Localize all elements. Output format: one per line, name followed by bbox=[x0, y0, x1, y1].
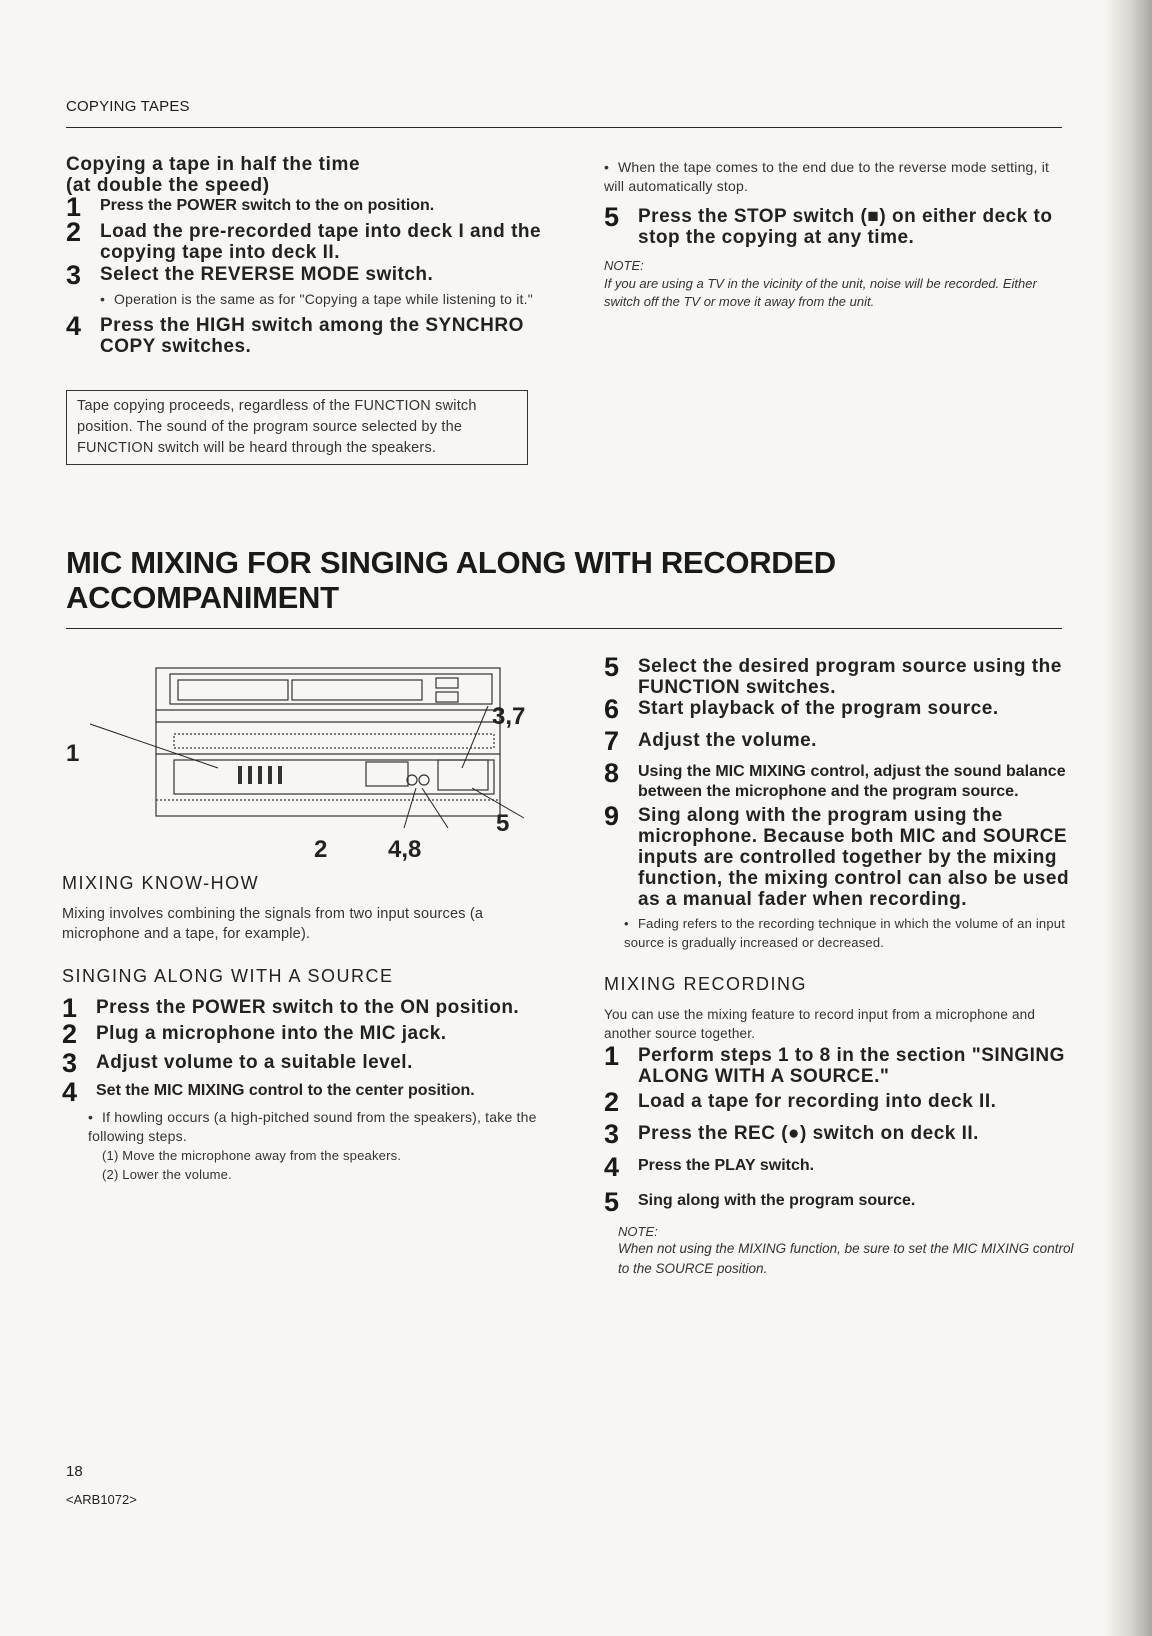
recording-heading: MIXING RECORDING bbox=[604, 974, 808, 994]
copy-left-column bbox=[66, 154, 544, 357]
fading-bullet: • Fading refers to the recording technique in which the volume of an input source is gradually increased or decreased. bbox=[624, 916, 1066, 950]
step-text: Load the pre-recorded tape into deck I and the copying tape into deck II. bbox=[100, 221, 542, 263]
document-code: <ARB1072> bbox=[66, 1492, 137, 1507]
step-text: Press the STOP switch (■) on either deck to stop the copying at any time. bbox=[638, 206, 1053, 248]
mic-step-5 bbox=[604, 652, 1082, 698]
section-header: COPYING TAPES bbox=[66, 98, 190, 115]
step-text: Start playback of the program source. bbox=[638, 698, 999, 719]
recording-step-3 bbox=[604, 1119, 1082, 1149]
title-rule bbox=[66, 628, 1062, 629]
singing-step-3 bbox=[62, 1048, 542, 1078]
step-number: 7 bbox=[604, 726, 620, 756]
step-text: Press the POWER switch to the ON position. bbox=[96, 997, 520, 1018]
step-number: 6 bbox=[604, 694, 620, 724]
step-number: 8 bbox=[604, 758, 620, 788]
step-text: Press the REC (●) switch on deck II. bbox=[638, 1123, 979, 1144]
reverse-stop-bullet: • When the tape comes to the end due to the reverse mode setting, it will automatically stop. bbox=[604, 159, 1050, 194]
mic-step-8 bbox=[604, 758, 1082, 802]
copy-step-5 bbox=[604, 202, 1074, 248]
mic-note-label: NOTE: bbox=[618, 1224, 658, 1239]
singing-step-2 bbox=[62, 1019, 542, 1049]
page-number: 18 bbox=[66, 1463, 83, 1480]
step-text: Select the desired program source using the FUNCTION switches. bbox=[638, 656, 1062, 698]
recording-step-4 bbox=[604, 1152, 1082, 1182]
step-number: 3 bbox=[66, 260, 82, 290]
step-number: 1 bbox=[604, 1041, 620, 1071]
copy-note-label: NOTE: bbox=[604, 258, 644, 273]
mic-mixing-title: MIC MIXING FOR SINGING ALONG WITH RECORDED ACCOMPANIMENT bbox=[66, 545, 836, 615]
mic-right-column bbox=[604, 652, 1082, 1279]
step-number: 2 bbox=[66, 217, 82, 247]
recording-text: You can use the mixing feature to record input from a microphone and another source together. bbox=[604, 1007, 1036, 1041]
copy-step-4 bbox=[66, 311, 544, 357]
copy-info-box: Tape copying proceeds, regardless of the FUNCTION switch position. The sound of the program source selected by the FUNCTION switch will be heard through the speakers. bbox=[66, 390, 528, 465]
step-text: Select the REVERSE MODE switch. bbox=[100, 264, 434, 285]
callout-5: 5 bbox=[496, 810, 510, 837]
step-number: 5 bbox=[604, 202, 620, 232]
callout-1: 1 bbox=[66, 740, 80, 767]
step-number: 3 bbox=[62, 1048, 78, 1078]
step-number: 5 bbox=[604, 1187, 620, 1217]
mic-step-7 bbox=[604, 726, 1082, 756]
copy-step-2 bbox=[66, 217, 544, 263]
page-edge-shadow bbox=[1104, 0, 1152, 1636]
deck-diagram bbox=[60, 660, 540, 872]
singing-step-1 bbox=[62, 993, 542, 1023]
step-text: Adjust volume to a suitable level. bbox=[96, 1052, 413, 1073]
step-number: 4 bbox=[604, 1152, 620, 1182]
step-number: 2 bbox=[62, 1019, 78, 1049]
step-text: Sing along with the program using the microphone. Because both MIC and SOURCE inputs are controlled together by the mixing function, the mixing control can also be used as a manual fader when recording. bbox=[638, 805, 1070, 910]
step-number: 4 bbox=[62, 1077, 78, 1107]
step-text: Adjust the volume. bbox=[638, 730, 817, 751]
step-number: 2 bbox=[604, 1087, 620, 1117]
step-text: Plug a microphone into the MIC jack. bbox=[96, 1023, 447, 1044]
mic-step-6 bbox=[604, 694, 1082, 724]
copy-step-3 bbox=[66, 260, 544, 290]
copy-subtitle-2: (at double the speed) bbox=[66, 175, 270, 196]
step-text: Sing along with the program source. bbox=[638, 1192, 916, 1209]
callout-4-8: 4,8 bbox=[388, 836, 422, 863]
howling-step-2: (2) Lower the volume. bbox=[102, 1167, 232, 1182]
copy-subtitle-1: Copying a tape in half the time bbox=[66, 154, 361, 175]
step-text: Set the MIC MIXING control to the center position. bbox=[96, 1082, 475, 1099]
howling-bullet: • If howling occurs (a high-pitched sound from the speakers), take the following steps. bbox=[88, 1109, 537, 1144]
step-number: 5 bbox=[604, 652, 620, 682]
mic-left-column bbox=[62, 873, 542, 1184]
copy-step-1 bbox=[66, 192, 544, 222]
callout-2: 2 bbox=[314, 836, 328, 863]
step-number: 9 bbox=[604, 801, 620, 831]
copy-note-text: If you are using a TV in the vicinity of the unit, noise will be recorded. Either switch off the TV or move it away from the unit. bbox=[604, 276, 1037, 309]
step-number: 1 bbox=[62, 993, 78, 1023]
recording-step-5 bbox=[604, 1187, 1082, 1217]
singing-step-4 bbox=[62, 1077, 542, 1107]
mic-note-text: When not using the MIXING function, be sure to set the MIC MIXING control to the SOURCE position. bbox=[618, 1241, 1074, 1276]
know-how-text: Mixing involves combining the signals from two input sources (a microphone and a tape, for example). bbox=[62, 906, 484, 942]
step-text: Using the MIC MIXING control, adjust the sound balance between the microphone and the program source. bbox=[638, 763, 1066, 800]
step-text: Press the POWER switch to the on position. bbox=[100, 197, 435, 214]
copy-step-3-bullet: • Operation is the same as for "Copying a tape while listening to it." bbox=[100, 291, 533, 307]
step-text: Press the HIGH switch among the SYNCHRO COPY switches. bbox=[100, 315, 524, 357]
header-rule bbox=[66, 127, 1062, 128]
step-text: Perform steps 1 to 8 in the section "SINGING ALONG WITH A SOURCE." bbox=[638, 1045, 1065, 1087]
mic-step-9 bbox=[604, 801, 1082, 910]
step-number: 4 bbox=[66, 311, 82, 341]
step-number: 1 bbox=[66, 192, 82, 222]
copy-right-column bbox=[604, 158, 1074, 311]
step-text: Press the PLAY switch. bbox=[638, 1157, 815, 1174]
callout-3-7: 3,7 bbox=[492, 703, 526, 730]
step-number: 3 bbox=[604, 1119, 620, 1149]
step-text: Load a tape for recording into deck II. bbox=[638, 1091, 997, 1112]
singing-heading: SINGING ALONG WITH A SOURCE bbox=[62, 966, 394, 986]
know-how-heading: MIXING KNOW-HOW bbox=[62, 873, 260, 893]
howling-step-1: (1) Move the microphone away from the speakers. bbox=[102, 1148, 402, 1163]
recording-step-2 bbox=[604, 1087, 1082, 1117]
recording-step-1 bbox=[604, 1041, 1082, 1087]
